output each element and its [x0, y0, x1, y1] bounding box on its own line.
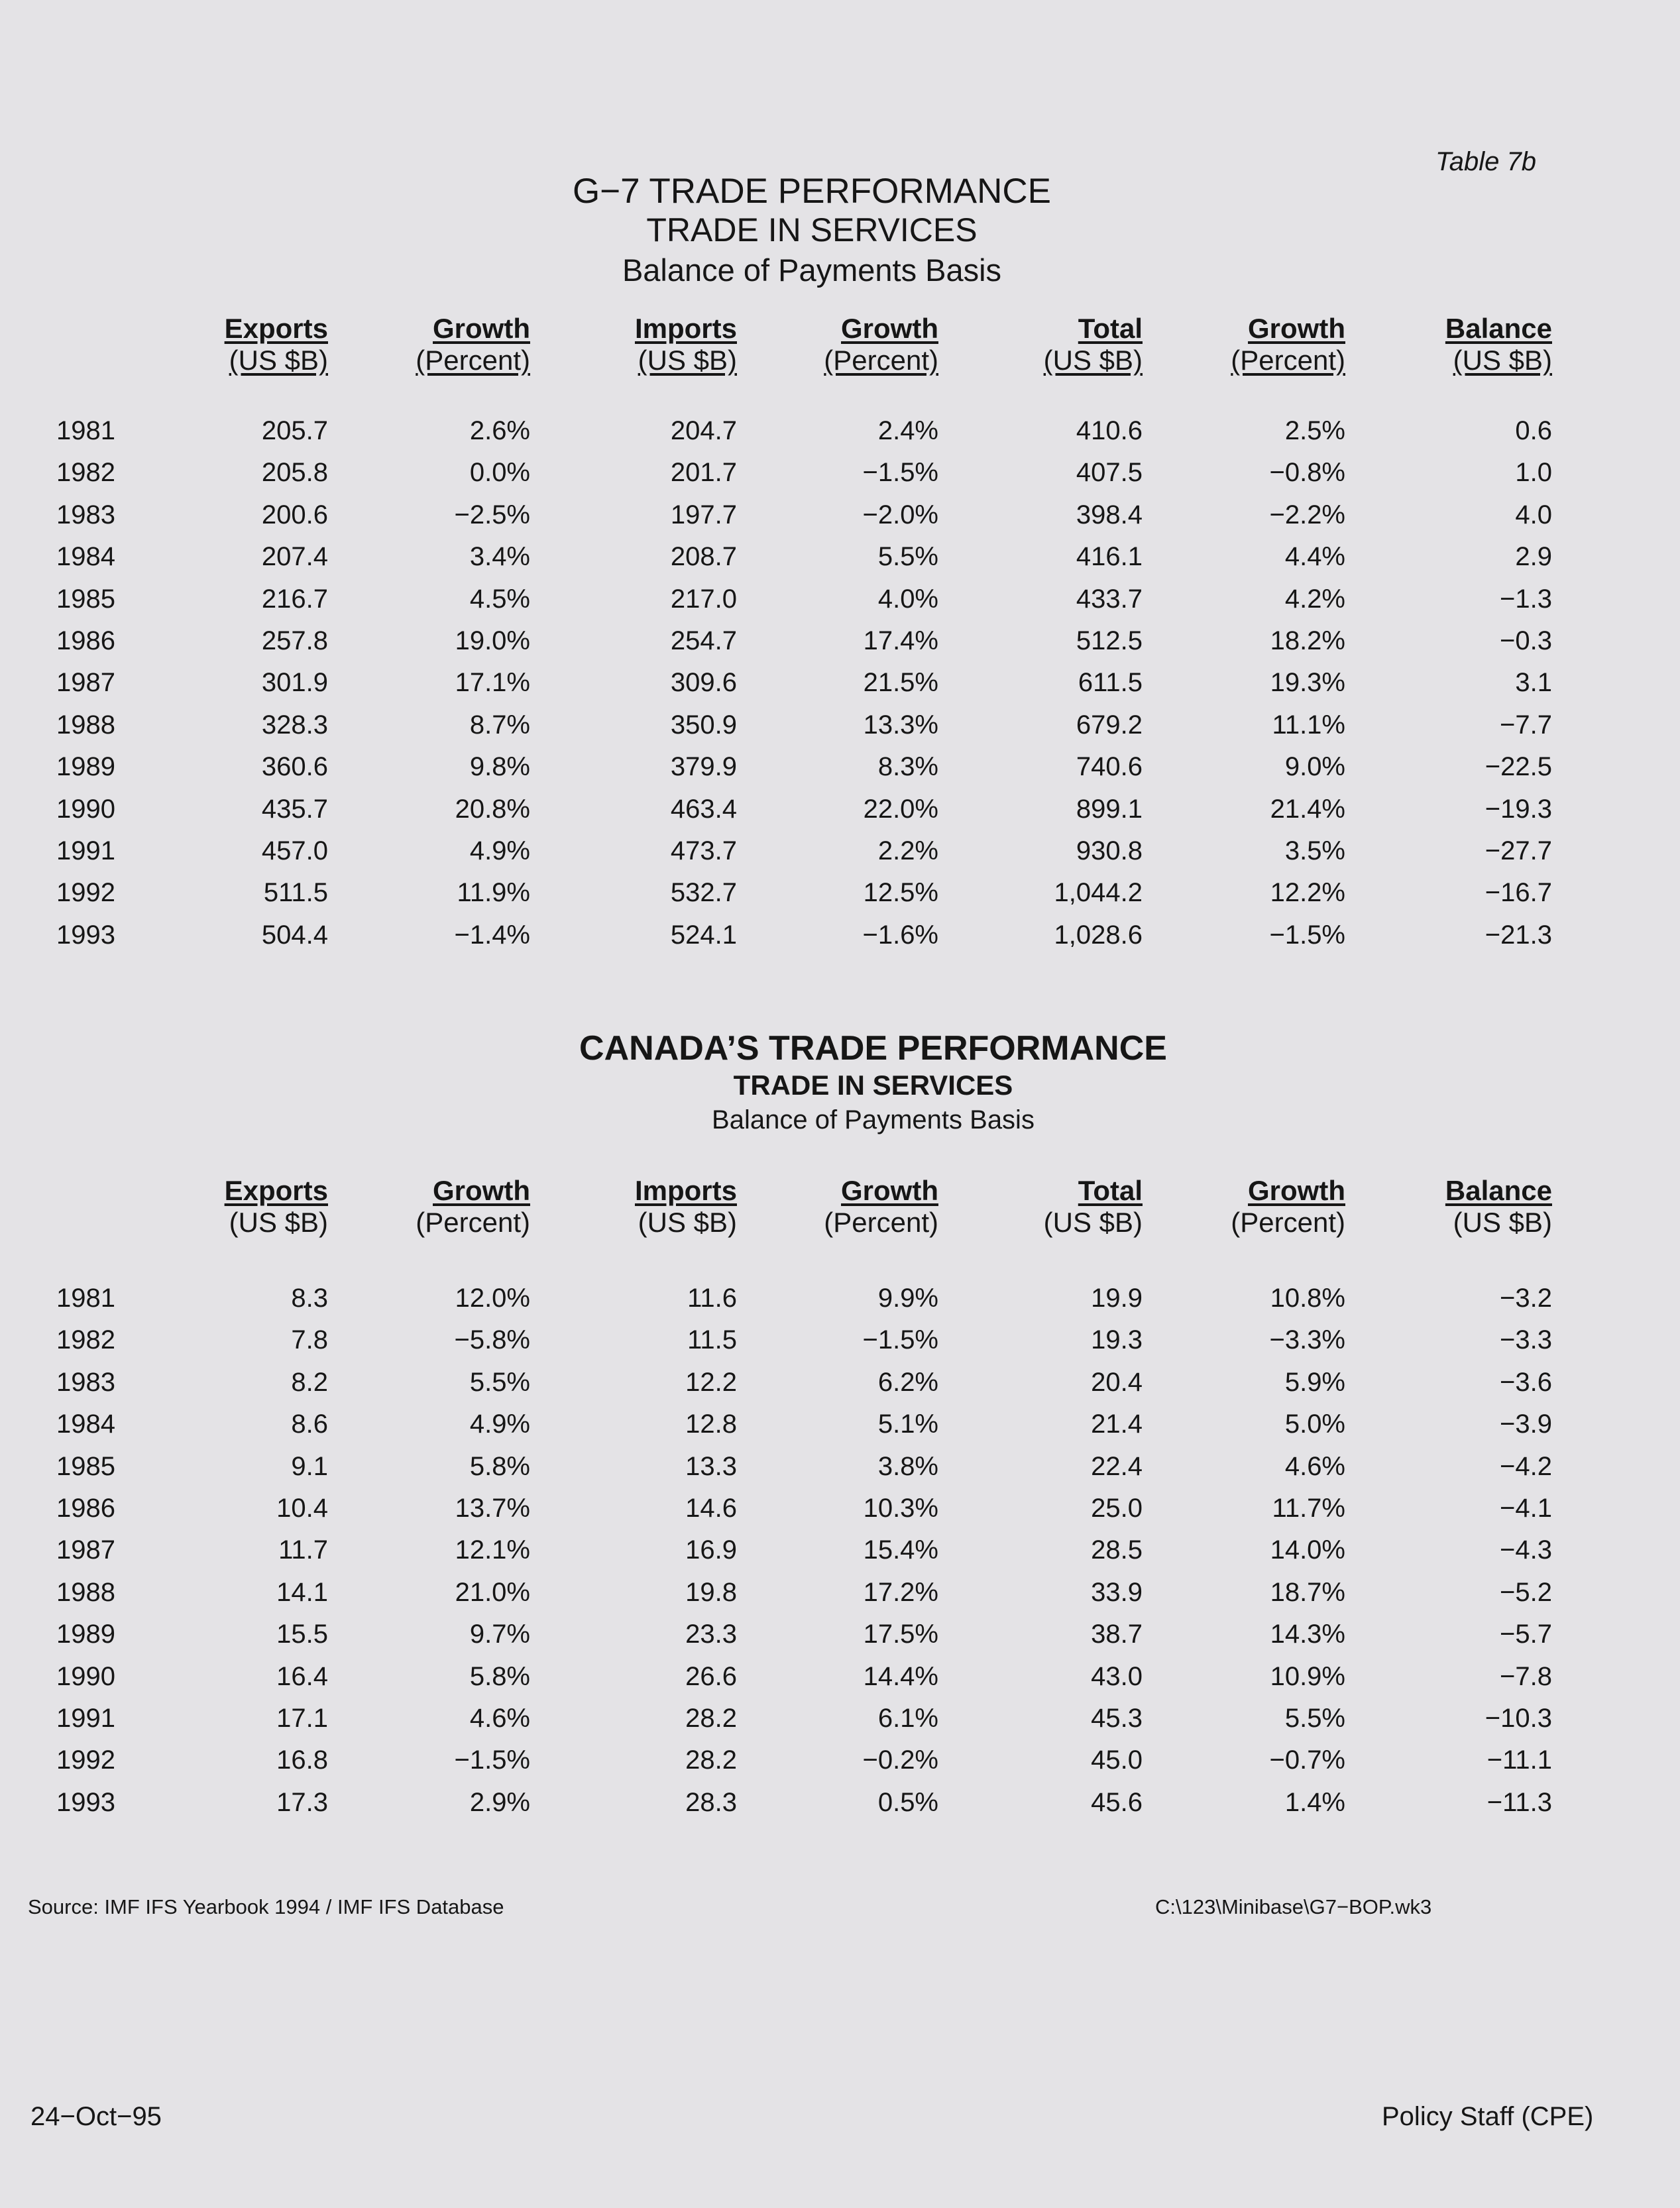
imports-growth-cell: 13.3%: [863, 710, 938, 740]
total-cell: 43.0: [1091, 1661, 1143, 1691]
exports-cell: 14.1: [276, 1577, 328, 1607]
exports-growth-cell: 5.8%: [469, 1661, 530, 1691]
table-row: [0, 1535, 1680, 1569]
header-label: Growth: [433, 1175, 530, 1206]
year-cell: 1985: [56, 584, 115, 614]
balance-cell: −11.1: [1486, 1745, 1552, 1775]
imports-cell: 28.2: [685, 1704, 737, 1733]
total-growth-cell: 2.5%: [1284, 416, 1345, 445]
header-label: Balance: [1445, 1175, 1552, 1206]
table-label: Table 7b: [1435, 147, 1536, 176]
total-cell: 1,044.2: [1054, 878, 1143, 908]
header-unit: (Percent): [416, 345, 530, 376]
total-cell: 45.0: [1091, 1745, 1143, 1775]
table-row: [0, 500, 1680, 533]
imports-growth-cell: 2.4%: [877, 416, 938, 445]
total-cell: 930.8: [1076, 836, 1143, 865]
table-row: [0, 542, 1680, 575]
imports-growth-cell: −1.5%: [862, 458, 938, 488]
year-cell: 1983: [56, 1367, 115, 1397]
exports-growth-cell: 3.4%: [469, 542, 530, 572]
exports-cell: 435.7: [261, 794, 328, 824]
exports-cell: 205.8: [261, 458, 328, 488]
year-cell: 1987: [56, 1535, 115, 1565]
imports-cell: 28.3: [685, 1787, 737, 1817]
total-growth-cell: 5.9%: [1284, 1367, 1345, 1397]
total-cell: 416.1: [1076, 542, 1143, 572]
exports-cell: 504.4: [261, 920, 328, 950]
table-row: [0, 584, 1680, 618]
balance-cell: −3.6: [1500, 1367, 1552, 1397]
table-row: [0, 1704, 1680, 1737]
imports-growth-cell: 17.4%: [863, 626, 938, 655]
total-cell: 21.4: [1091, 1409, 1143, 1439]
header-unit: (US $B): [1453, 1207, 1552, 1238]
exports-cell: 216.7: [261, 584, 328, 614]
imports-cell: 11.6: [687, 1284, 737, 1313]
table-row: [0, 1662, 1680, 1695]
imports-growth-cell: 2.2%: [877, 836, 938, 865]
year-cell: 1988: [56, 1577, 115, 1607]
year-cell: 1991: [56, 1704, 115, 1733]
total-growth-cell: 12.2%: [1270, 878, 1345, 908]
table-row: [0, 1325, 1680, 1358]
exports-cell: 16.8: [276, 1745, 328, 1775]
total-growth-cell: −2.2%: [1269, 500, 1345, 529]
imports-cell: 463.4: [670, 794, 737, 824]
header-label: Imports: [634, 313, 737, 344]
header-label: Growth: [841, 1175, 938, 1206]
exports-cell: 8.3: [291, 1284, 328, 1313]
year-cell: 1991: [56, 836, 115, 865]
total-cell: 20.4: [1091, 1367, 1143, 1397]
year-cell: 1986: [56, 1494, 115, 1523]
imports-growth-cell: 6.1%: [877, 1704, 938, 1733]
header-label: Balance: [1445, 313, 1552, 344]
year-cell: 1986: [56, 626, 115, 655]
balance-cell: −0.3: [1500, 626, 1552, 655]
imports-growth-cell: 4.0%: [877, 584, 938, 614]
imports-cell: 14.6: [685, 1494, 737, 1523]
table-row: [0, 458, 1680, 491]
exports-growth-cell: −2.5%: [454, 500, 530, 529]
total-cell: 45.3: [1091, 1704, 1143, 1733]
total-cell: 19.9: [1091, 1284, 1143, 1313]
canada-basis: Balance of Payments Basis: [712, 1105, 1035, 1134]
g7-header-imports: [518, 313, 737, 376]
total-growth-cell: 11.7%: [1272, 1494, 1345, 1523]
total-cell: 45.6: [1091, 1787, 1143, 1817]
total-cell: 679.2: [1076, 710, 1143, 740]
header-unit: (US $B): [229, 345, 328, 376]
imports-growth-cell: 15.4%: [863, 1535, 938, 1565]
header-unit: (Percent): [824, 345, 938, 376]
exports-cell: 207.4: [261, 542, 328, 572]
imports-growth-cell: 9.9%: [877, 1284, 938, 1313]
header-unit: (Percent): [416, 1207, 530, 1238]
year-cell: 1984: [56, 1409, 115, 1439]
exports-growth-cell: 4.6%: [469, 1704, 530, 1733]
balance-cell: −11.3: [1486, 1787, 1552, 1817]
total-cell: 740.6: [1076, 752, 1143, 782]
total-growth-cell: 14.0%: [1270, 1535, 1345, 1565]
g7-subtitle: TRADE IN SERVICES: [646, 211, 978, 248]
file-path: C:\123\Minibase\G7−BOP.wk3: [1155, 1895, 1432, 1918]
exports-growth-cell: 5.5%: [469, 1367, 530, 1397]
balance-cell: −1.3: [1500, 584, 1552, 614]
balance-cell: −3.2: [1500, 1284, 1552, 1313]
table-row: [0, 752, 1680, 785]
balance-cell: −21.3: [1484, 920, 1552, 950]
imports-growth-cell: 8.3%: [877, 752, 938, 782]
balance-cell: −16.7: [1484, 878, 1552, 908]
exports-cell: 200.6: [261, 500, 328, 529]
header-label: Imports: [634, 1175, 737, 1206]
total-cell: 433.7: [1076, 584, 1143, 614]
exports-growth-cell: 4.9%: [469, 836, 530, 865]
balance-cell: −3.9: [1500, 1409, 1552, 1439]
balance-cell: −5.2: [1500, 1577, 1552, 1607]
exports-growth-cell: 5.8%: [469, 1451, 530, 1481]
table-row: [0, 710, 1680, 744]
exports-growth-cell: 21.0%: [455, 1577, 530, 1607]
g7-header-exports: [109, 313, 328, 376]
imports-cell: 254.7: [670, 626, 737, 655]
balance-cell: 4.0: [1515, 500, 1552, 529]
print-date: 24−Oct−95: [30, 2102, 162, 2131]
year-cell: 1992: [56, 878, 115, 908]
imports-cell: 13.3: [685, 1451, 737, 1481]
imports-cell: 217.0: [670, 584, 737, 614]
total-cell: 22.4: [1091, 1451, 1143, 1481]
exports-cell: 328.3: [261, 710, 328, 740]
total-cell: 1,028.6: [1054, 920, 1143, 950]
exports-cell: 10.4: [276, 1494, 328, 1523]
exports-cell: 8.6: [291, 1409, 328, 1439]
year-cell: 1985: [56, 1451, 115, 1481]
total-growth-cell: 14.3%: [1270, 1620, 1345, 1649]
imports-cell: 208.7: [670, 542, 737, 572]
canada-title: CANADA’S TRADE PERFORMANCE: [579, 1029, 1167, 1068]
imports-growth-cell: 22.0%: [863, 794, 938, 824]
balance-cell: −4.3: [1500, 1535, 1552, 1565]
exports-growth-cell: 9.8%: [469, 752, 530, 782]
table-row: [0, 1578, 1680, 1611]
exports-growth-cell: 9.7%: [469, 1620, 530, 1649]
balance-cell: −10.3: [1484, 1704, 1552, 1733]
balance-cell: −27.7: [1484, 836, 1552, 865]
imports-growth-cell: 12.5%: [863, 878, 938, 908]
imports-growth-cell: 5.5%: [877, 542, 938, 572]
total-growth-cell: −0.8%: [1269, 458, 1345, 488]
total-growth-cell: 18.2%: [1270, 626, 1345, 655]
imports-cell: 197.7: [670, 500, 737, 529]
total-growth-cell: 3.5%: [1284, 836, 1345, 865]
g7-header-total: [924, 313, 1143, 376]
total-growth-cell: 9.0%: [1284, 752, 1345, 782]
imports-cell: 16.9: [685, 1535, 737, 1565]
imports-growth-cell: 3.8%: [877, 1451, 938, 1481]
year-cell: 1982: [56, 1325, 115, 1355]
canada-subtitle: TRADE IN SERVICES: [733, 1070, 1013, 1101]
g7-header-exports-growth: [311, 313, 530, 376]
header-label: Exports: [224, 313, 328, 344]
imports-cell: 28.2: [685, 1745, 737, 1775]
balance-cell: 3.1: [1515, 668, 1552, 698]
imports-growth-cell: 21.5%: [863, 668, 938, 698]
table-row: [0, 1452, 1680, 1485]
total-cell: 28.5: [1091, 1535, 1143, 1565]
exports-growth-cell: 19.0%: [455, 626, 530, 655]
bleed-through-shadow: [212, 66, 230, 135]
balance-cell: 1.0: [1515, 458, 1552, 488]
header-unit: (Percent): [1231, 345, 1345, 376]
imports-cell: 12.2: [685, 1367, 737, 1397]
year-cell: 1990: [56, 1661, 115, 1691]
total-cell: 19.3: [1091, 1325, 1143, 1355]
year-cell: 1990: [56, 794, 115, 824]
header-label: Total: [1078, 1175, 1143, 1206]
total-cell: 899.1: [1076, 794, 1143, 824]
total-growth-cell: 18.7%: [1270, 1577, 1345, 1607]
total-growth-cell: −0.7%: [1269, 1745, 1345, 1775]
g7-header-total-growth: [1127, 313, 1345, 376]
header-unit: (US $B): [1043, 345, 1143, 376]
total-cell: 398.4: [1076, 500, 1143, 529]
imports-growth-cell: 0.5%: [877, 1787, 938, 1817]
exports-cell: 17.3: [276, 1787, 328, 1817]
header-label: Exports: [224, 1175, 328, 1206]
table-row: [0, 1284, 1680, 1317]
table-row: [0, 795, 1680, 828]
balance-cell: −19.3: [1484, 794, 1552, 824]
imports-cell: 350.9: [670, 710, 737, 740]
exports-growth-cell: 0.0%: [469, 458, 530, 488]
imports-cell: 473.7: [670, 836, 737, 865]
canada-header-total: [924, 1175, 1143, 1239]
canada-header-total-growth: [1127, 1175, 1345, 1239]
exports-growth-cell: 4.5%: [469, 584, 530, 614]
exports-cell: 16.4: [276, 1661, 328, 1691]
total-growth-cell: 4.2%: [1284, 584, 1345, 614]
balance-cell: −4.2: [1500, 1451, 1552, 1481]
exports-cell: 9.1: [291, 1451, 328, 1481]
header-unit: (Percent): [824, 1207, 938, 1238]
imports-growth-cell: 6.2%: [877, 1367, 938, 1397]
imports-cell: 204.7: [670, 416, 737, 445]
balance-cell: −7.8: [1500, 1661, 1552, 1691]
table-row: [0, 668, 1680, 701]
exports-growth-cell: −1.4%: [454, 920, 530, 950]
year-cell: 1981: [56, 416, 115, 445]
canada-header-exports: [109, 1175, 328, 1239]
header-unit: (Percent): [1231, 1207, 1345, 1238]
imports-growth-cell: −0.2%: [862, 1745, 938, 1775]
balance-cell: −3.3: [1500, 1325, 1552, 1355]
canada-header-imports: [518, 1175, 737, 1239]
year-cell: 1987: [56, 668, 115, 698]
balance-cell: −22.5: [1484, 752, 1552, 782]
exports-growth-cell: −5.8%: [454, 1325, 530, 1355]
header-label: Growth: [841, 313, 938, 344]
imports-cell: 12.8: [685, 1409, 737, 1439]
exports-cell: 15.5: [276, 1620, 328, 1649]
year-cell: 1989: [56, 752, 115, 782]
imports-cell: 26.6: [685, 1661, 737, 1691]
exports-cell: 11.7: [278, 1535, 328, 1565]
total-cell: 25.0: [1091, 1494, 1143, 1523]
imports-growth-cell: 5.1%: [877, 1409, 938, 1439]
imports-cell: 201.7: [670, 458, 737, 488]
balance-cell: −7.7: [1500, 710, 1552, 740]
exports-cell: 205.7: [261, 416, 328, 445]
total-cell: 33.9: [1091, 1577, 1143, 1607]
exports-cell: 257.8: [261, 626, 328, 655]
imports-cell: 23.3: [685, 1620, 737, 1649]
exports-growth-cell: −1.5%: [454, 1745, 530, 1775]
table-row: [0, 626, 1680, 659]
total-growth-cell: 5.0%: [1284, 1409, 1345, 1439]
exports-growth-cell: 2.6%: [469, 416, 530, 445]
total-growth-cell: 4.6%: [1284, 1451, 1345, 1481]
imports-growth-cell: 10.3%: [863, 1494, 938, 1523]
total-growth-cell: 5.5%: [1284, 1704, 1345, 1733]
exports-growth-cell: 8.7%: [469, 710, 530, 740]
header-unit: (US $B): [1453, 345, 1552, 376]
imports-cell: 309.6: [670, 668, 737, 698]
exports-cell: 457.0: [261, 836, 328, 865]
header-unit: (US $B): [229, 1207, 328, 1238]
total-growth-cell: 21.4%: [1270, 794, 1345, 824]
exports-growth-cell: 12.0%: [455, 1284, 530, 1313]
total-growth-cell: 11.1%: [1272, 710, 1345, 740]
total-growth-cell: 1.4%: [1284, 1787, 1345, 1817]
exports-growth-cell: 17.1%: [455, 668, 530, 698]
year-cell: 1988: [56, 710, 115, 740]
table-row: [0, 1368, 1680, 1401]
g7-header-imports-growth: [720, 313, 938, 376]
table-row: [0, 836, 1680, 869]
imports-cell: 19.8: [685, 1577, 737, 1607]
header-label: Total: [1078, 313, 1143, 344]
year-cell: 1992: [56, 1745, 115, 1775]
header-label: Growth: [433, 313, 530, 344]
imports-cell: 524.1: [670, 920, 737, 950]
imports-growth-cell: −2.0%: [862, 500, 938, 529]
exports-cell: 8.2: [291, 1367, 328, 1397]
imports-growth-cell: 17.2%: [863, 1577, 938, 1607]
year-cell: 1984: [56, 542, 115, 572]
header-unit: (US $B): [638, 345, 737, 376]
imports-growth-cell: 17.5%: [863, 1620, 938, 1649]
total-growth-cell: 10.8%: [1270, 1284, 1345, 1313]
total-growth-cell: 4.4%: [1284, 542, 1345, 572]
table-row: [0, 878, 1680, 911]
year-cell: 1989: [56, 1620, 115, 1649]
table-row: [0, 1494, 1680, 1527]
year-cell: 1981: [56, 1284, 115, 1313]
table-row: [0, 1620, 1680, 1653]
canada-header-exports-growth: [311, 1175, 530, 1239]
total-cell: 410.6: [1076, 416, 1143, 445]
total-cell: 611.5: [1078, 668, 1143, 698]
header-unit: (US $B): [1043, 1207, 1143, 1238]
year-cell: 1993: [56, 1787, 115, 1817]
total-cell: 38.7: [1091, 1620, 1143, 1649]
g7-basis: Balance of Payments Basis: [622, 252, 1002, 288]
total-cell: 407.5: [1076, 458, 1143, 488]
year-cell: 1983: [56, 500, 115, 529]
exports-growth-cell: 13.7%: [455, 1494, 530, 1523]
header-label: Growth: [1248, 313, 1345, 344]
total-growth-cell: 10.9%: [1270, 1661, 1345, 1691]
balance-cell: −4.1: [1500, 1494, 1552, 1523]
exports-cell: 360.6: [261, 752, 328, 782]
total-cell: 512.5: [1076, 626, 1143, 655]
imports-growth-cell: −1.6%: [862, 920, 938, 950]
imports-cell: 11.5: [687, 1325, 737, 1355]
g7-header-balance: [1333, 313, 1552, 376]
g7-title: G−7 TRADE PERFORMANCE: [572, 172, 1052, 211]
table-row: [0, 1745, 1680, 1779]
exports-cell: 511.5: [263, 878, 328, 908]
source-note: Source: IMF IFS Yearbook 1994 / IMF IFS Database: [28, 1895, 504, 1918]
imports-growth-cell: 14.4%: [863, 1661, 938, 1691]
exports-growth-cell: 20.8%: [455, 794, 530, 824]
total-growth-cell: −1.5%: [1269, 920, 1345, 950]
total-growth-cell: 19.3%: [1270, 668, 1345, 698]
imports-cell: 379.9: [670, 752, 737, 782]
exports-cell: 17.1: [276, 1704, 328, 1733]
imports-growth-cell: −1.5%: [862, 1325, 938, 1355]
year-cell: 1982: [56, 458, 115, 488]
balance-cell: −5.7: [1500, 1620, 1552, 1649]
exports-cell: 7.8: [291, 1325, 328, 1355]
exports-cell: 301.9: [261, 668, 328, 698]
table-row: [0, 1409, 1680, 1443]
header-label: Growth: [1248, 1175, 1345, 1206]
table-row: [0, 920, 1680, 954]
exports-growth-cell: 11.9%: [457, 878, 530, 908]
canada-header-imports-growth: [720, 1175, 938, 1239]
table-row: [0, 1788, 1680, 1821]
author-credit: Policy Staff (CPE): [1382, 2102, 1594, 2131]
exports-growth-cell: 4.9%: [469, 1409, 530, 1439]
table-row: [0, 416, 1680, 449]
imports-cell: 532.7: [670, 878, 737, 908]
exports-growth-cell: 12.1%: [455, 1535, 530, 1565]
balance-cell: 2.9: [1515, 542, 1552, 572]
canada-header-balance: [1333, 1175, 1552, 1239]
total-growth-cell: −3.3%: [1269, 1325, 1345, 1355]
year-cell: 1993: [56, 920, 115, 950]
header-unit: (US $B): [638, 1207, 737, 1238]
exports-growth-cell: 2.9%: [469, 1787, 530, 1817]
balance-cell: 0.6: [1515, 416, 1552, 445]
